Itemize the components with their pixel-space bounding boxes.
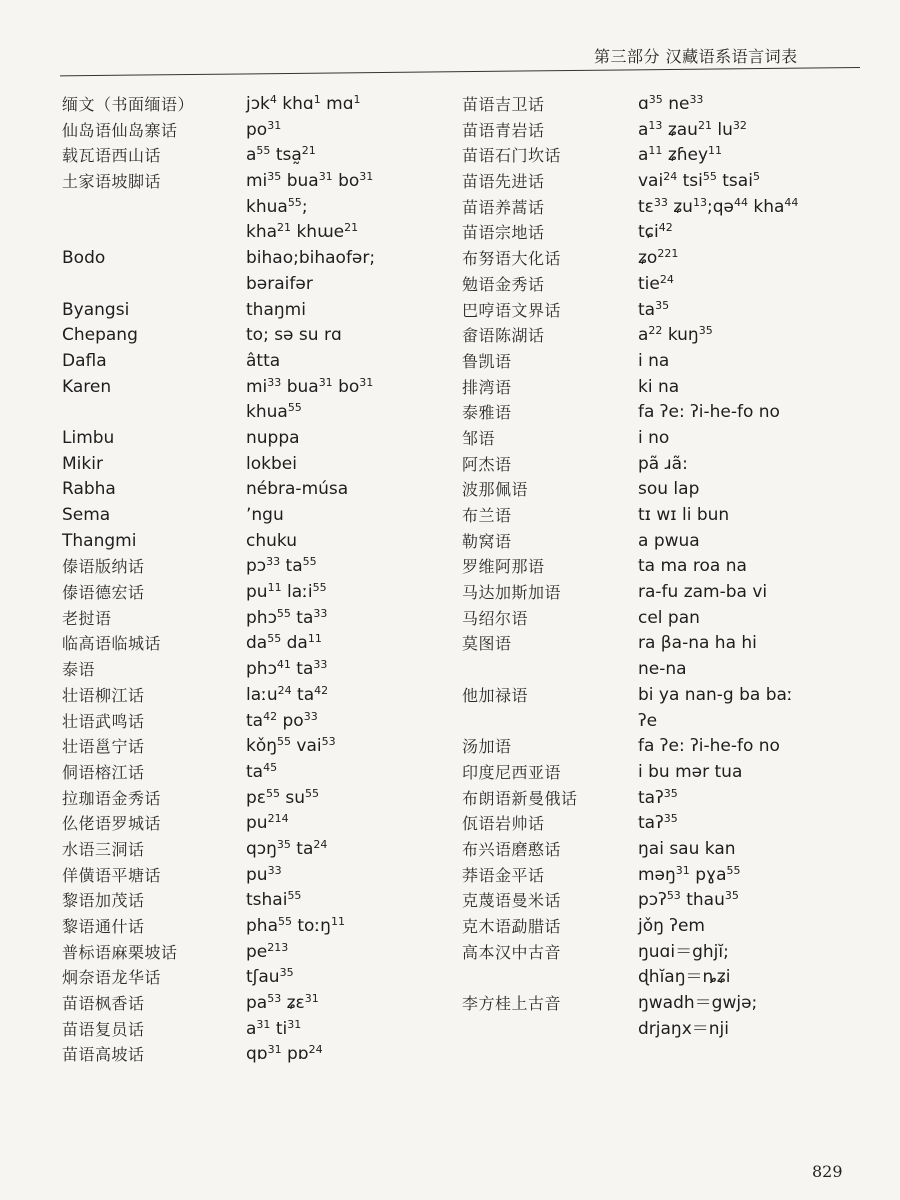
word-form: bihao;bihaofər; [246,248,376,269]
language-name: 苗语养蒿话 [462,197,545,217]
language-name: 土家语坡脚话 [62,172,162,192]
language-name [62,220,237,246]
language-name: 勒窝语 [462,531,512,551]
language-name: Sema [62,505,111,525]
language-name: 老挝语 [62,608,112,628]
language-name: 克木语勐腊话 [462,917,562,936]
language-name: 鲁凯语 [462,351,512,371]
language-name: 布努语大化话 [462,249,562,269]
language-name: 泰语 [62,660,96,680]
language-name: 李方桂上古音 [462,994,562,1014]
word-form: $ta^{35}$ [638,298,670,320]
word-form: chuku [246,530,297,551]
language-name: Karen [62,376,112,397]
word-form: pha$^{55}$ toːŋ$^{11}$ [246,915,345,936]
word-form: âtta [246,350,281,371]
language-name: 印度尼西亚语 [462,762,562,782]
word-form: ɖhĭaŋ＝ȵʑi [638,967,731,988]
running-header: 第三部分 汉藏语系语言词表 [594,47,798,66]
language-name: 苗语枫香话 [62,994,145,1014]
word-form: tɕi$^{42}$ [638,221,673,243]
language-name: Rabha [62,479,116,500]
word-form: ra-fu zam-ba vi [638,582,768,603]
word-form: vai$^{24}$ tsi$^{55}$ tsai$^5$ [638,170,760,192]
word-form: a pwua [638,530,700,551]
word-form: pɔʔ$^{53}$ thau$^{35}$ [638,889,739,911]
language-name: 克蔑语曼米话 [462,891,562,911]
word-form: $a^{55}$ tsa̰$^{21}$ [246,144,316,166]
page-number: 829 [812,1162,843,1181]
language-name: 苗语复员话 [62,1019,145,1039]
language-name: 排湾语 [462,377,512,397]
word-form: i na [638,350,670,371]
language-name [62,272,237,298]
language-name: 高本汉中古音 [462,942,562,962]
word-form: $pu^{11}$ laːi$^{55}$ [246,581,327,603]
language-name: 泰雅语 [462,403,512,423]
word-form: tshai$^{55}$ [246,889,302,911]
language-name: 苗语吉卫话 [462,95,545,114]
language-name: 阿杰语 [462,454,512,474]
word-form: $pu^{33}$ [246,863,282,885]
word-form: drjaŋx＝nji [638,1018,729,1039]
language-name: 水语三洞话 [62,839,145,859]
word-form: ki na [638,376,680,397]
word-form: tie$^{24}$ [638,272,674,294]
language-name [62,195,237,221]
language-name: 马绍尔语 [462,608,529,628]
word-form: thaŋmi [246,299,306,320]
word-form: $a^{22}$ kuŋ$^{35}$ [638,324,713,346]
language-name [462,1017,632,1043]
language-name: 佯僙语平塘话 [62,865,162,885]
word-form: $ta^{45}$ [246,760,278,782]
language-name: 畲语陈湖话 [462,326,545,346]
word-form: phɔ$^{55}$ $ta^{33}$ [246,606,328,628]
word-form: tɛ$^{33}$ ʑu$^{13}$;qə$^{44}$ kha$^{44}$ [638,195,799,217]
language-name: 波那佩语 [462,480,529,500]
word-form: ŋwadh＝gwjə; [638,993,758,1014]
word-form: khua$^{55}$ [246,401,302,423]
word-form: qɒ$^{31}$ pɒ$^{24}$ [246,1043,323,1065]
word-form: kǒŋ$^{55}$ vai$^{53}$ [246,735,336,757]
word-form: $a^{11}$ ʑɦey$^{11}$ [638,144,723,166]
word-form: tʃau$^{35}$ [246,966,294,988]
language-name: 仙岛语仙岛寨话 [62,120,178,140]
language-name: Dafla [62,350,107,371]
language-name [62,400,237,426]
word-form: ta ma roa na [638,556,747,577]
language-name: Byangsi [62,299,130,320]
column-words-left [246,92,446,1068]
language-name: 仫佬语罗城话 [62,814,162,834]
language-name: Limbu [62,427,115,448]
language-name: 勉语金秀话 [462,274,545,294]
language-name: 载瓦语西山话 [62,146,162,166]
word-form: taʔ$^{35}$ [638,786,678,808]
language-name: 苗语宗地话 [462,223,545,243]
word-form: cel pan [638,607,700,628]
word-form: ɑ$^{35}$ $ne^{33}$ [638,93,704,114]
column-words-right [638,92,858,1042]
word-form: ʼngu [246,505,284,525]
language-name: 拉珈语金秀话 [62,788,162,808]
word-form: taʔ$^{35}$ [638,812,678,834]
word-form: phɔ$^{41}$ $ta^{33}$ [246,658,328,680]
language-name: 傣语版纳话 [62,557,145,577]
word-form: bəraifər [246,273,313,294]
word-form: $mi^{35}$ bua$^{31}$ $bo^{31}$ [246,170,374,192]
word-form: $ta^{42}$ $po^{33}$ [246,709,318,731]
word-form: khua$^{55}$; [246,195,308,217]
language-name [462,709,632,735]
word-form: ŋai sau kan [638,838,736,859]
language-name: 佤语岩帅话 [462,814,545,834]
word-form: ŋuɑi＝ghjĭ; [638,941,729,962]
language-name: 布兰语 [462,506,512,525]
word-form: $da^{55}$ $da^{11}$ [246,632,322,654]
language-name: 壮语柳江话 [62,685,145,705]
language-name: 黎语加茂话 [62,891,145,911]
language-name: 缅文（书面缅语） [62,95,195,114]
word-form: $pe^{213}$ [246,940,289,962]
word-form: qɔŋ$^{35}$ $ta^{24}$ [246,837,328,859]
word-form: $a^{13}$ ʑau$^{21}$ $lu^{32}$ [638,118,747,140]
language-name: 侗语榕江话 [62,762,145,782]
word-form: fa ʔe: ʔi-he-fo no [638,402,780,423]
language-name [462,965,632,991]
language-name: 罗维阿那语 [462,557,545,577]
language-name: 他加禄语 [462,685,529,705]
language-name: 苗语石门坎话 [462,146,562,166]
word-form: jǒŋ ʔem [638,916,705,936]
language-name [462,657,632,683]
language-name: 苗语高坡话 [62,1045,145,1065]
header-rule [60,67,860,76]
language-name: 布朗语新曼俄话 [462,788,578,808]
word-form: lokbei [246,453,297,474]
language-name: Chepang [62,325,138,346]
word-form: i bu mər tua [638,761,743,782]
word-form: i no [638,427,670,448]
language-name: Thangmi [62,530,137,551]
word-form: fa ʔe: ʔi-he-fo no [638,736,780,757]
word-form: pã ɹã: [638,453,688,474]
word-form: pɛ$^{55}$ $su^{55}$ [246,786,320,808]
word-form: $mi^{33}$ bua$^{31}$ $bo^{31}$ [246,375,374,397]
language-name: 傣语德宏话 [62,583,145,603]
word-form: kha$^{21}$ khɯe$^{21}$ [246,221,359,243]
word-form: pɔ$^{33}$ $ta^{55}$ [246,555,317,577]
word-form: ʑo$^{221}$ [638,247,679,269]
language-name: 壮语邕宁话 [62,737,145,757]
word-form: sou lap [638,479,700,500]
language-name: 苗语青岩话 [462,120,545,140]
language-name: 普标语麻栗坡话 [62,942,178,962]
language-name: 黎语通什话 [62,917,145,936]
word-form: məŋ$^{31}$ pɣa$^{55}$ [638,863,741,885]
word-form: nébra-músa [246,479,349,500]
language-name: 邹语 [462,428,496,448]
word-form: $pu^{214}$ [246,812,289,834]
word-form: $pa^{53}$ ʑɛ$^{31}$ [246,992,319,1014]
language-name: 布兴语磨憨话 [462,839,562,859]
language-name: 巴哼语文界话 [462,300,562,320]
word-form: jɔk$^4$ khɑ$^1$ mɑ$^1$ [246,93,361,114]
word-form: ra βa-na ha hi [638,633,757,654]
language-name: 莫图语 [462,634,512,654]
language-name: Mikir [62,453,103,474]
word-form: nuppa [246,427,300,448]
word-form: $a^{31}$ $ti^{31}$ [246,1017,302,1039]
column-language-names-right [462,92,632,1042]
word-form: ne-na [638,659,687,680]
word-form: bi ya nan-g ba baː [638,684,793,705]
word-form: to; sə su rɑ [246,325,342,346]
word-form: tɪ wɪ li bun [638,505,730,525]
language-name: 苗语先进话 [462,172,545,192]
language-name: 马达加斯加语 [462,583,562,603]
language-name: 临高语临城话 [62,634,162,654]
language-name: Bodo [62,248,106,269]
language-name: 莽语金平话 [462,865,545,885]
word-form: $po^{31}$ [246,118,282,140]
column-language-names-left [62,92,237,1068]
language-name: 汤加语 [462,737,512,757]
word-form: laːu$^{24}$ $ta^{42}$ [246,683,329,705]
language-name: 壮语武鸣话 [62,711,145,731]
word-form: ʔe [638,710,658,731]
language-name: 炯奈语龙华话 [62,968,162,988]
